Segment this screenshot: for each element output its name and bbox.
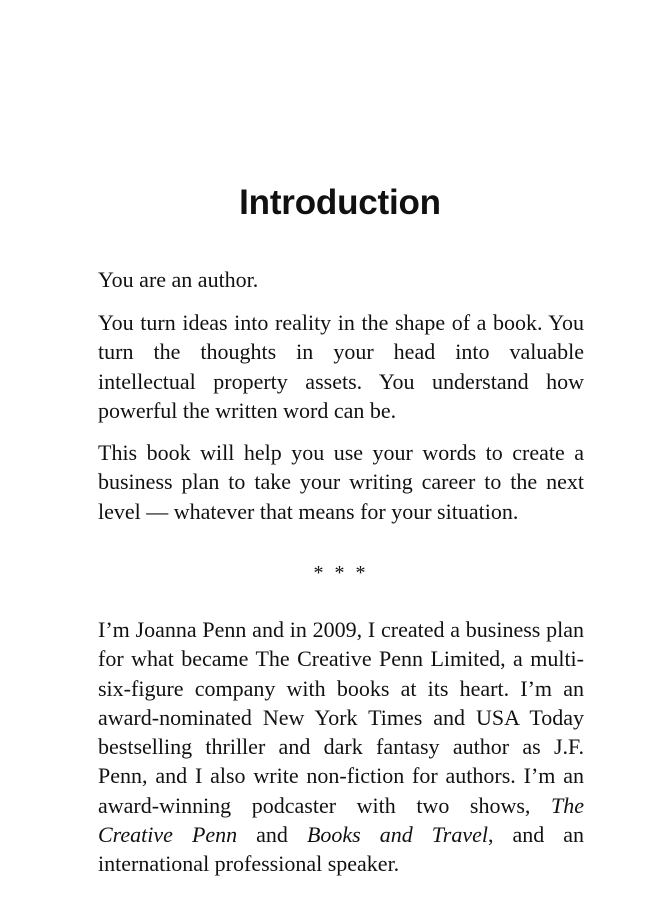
paragraph-4-text-a: I’m Joanna Penn and in 2009, I created a business plan for what became The Creative Penn Limited, a multi-six-figure company with books at its heart. I’m an award-nominated New York Times and USA Today bestselling thriller and dark fantasy author as J.F. Penn, and I also write non-fiction for authors. I’m an award-winning podcaster with two shows, [98, 617, 584, 818]
section-separator: * * * [313, 562, 369, 584]
paragraph-4-text-c: , and an international professional speaker. [98, 822, 585, 877]
paragraph-2: You turn ideas into reality in the shape of a book. You turn the thoughts in your head into valuable intellectual property assets. You understand how powerful the written word can be. [98, 310, 584, 423]
paragraph-4 [98, 615, 584, 879]
podcast-title-books-and-travel: Books and Travel [306, 822, 488, 848]
paragraph-3: This book will help you use your words to create a business plan to take your writing career to the next level — whatever that means for your situation. [98, 440, 584, 524]
paragraph-4-text-b: and [237, 822, 307, 848]
chapter-title: Introduction [239, 183, 441, 222]
podcast-title-creative-penn: The Creative Penn [98, 792, 584, 848]
paragraph-1: You are an author. [98, 267, 259, 292]
